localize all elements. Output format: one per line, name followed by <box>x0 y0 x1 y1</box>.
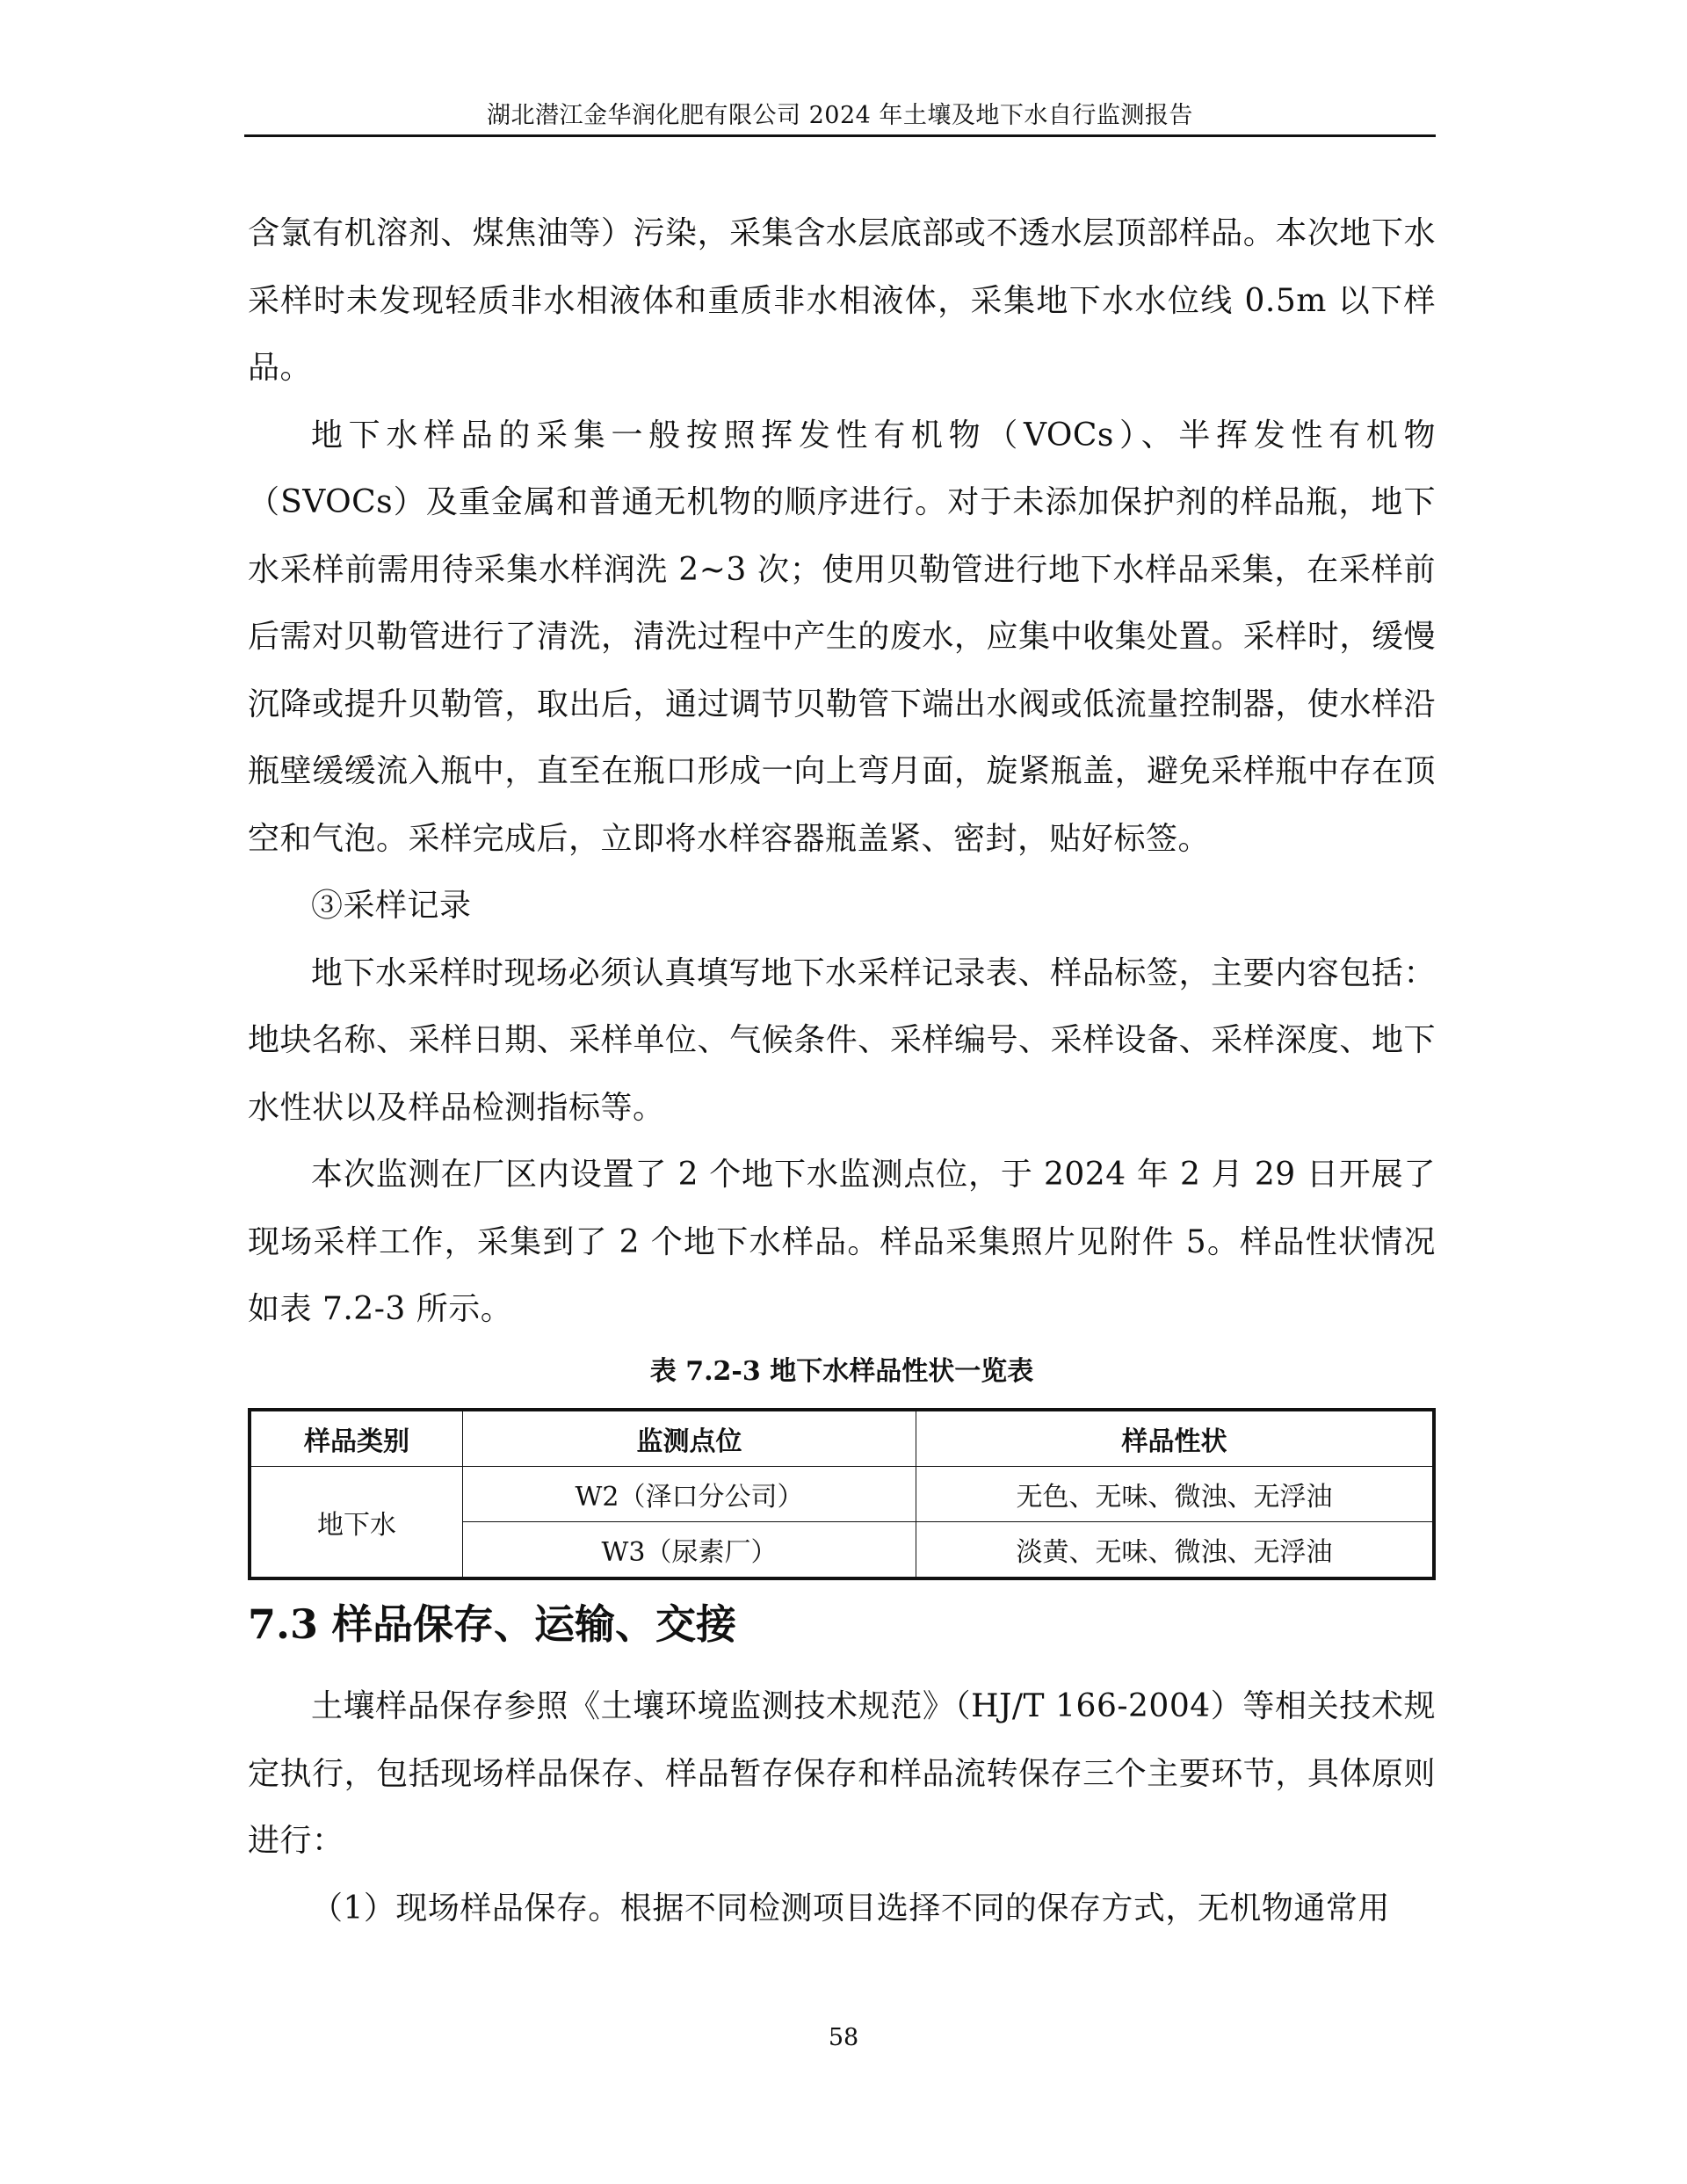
paragraph-record-requirements: 地下水采样时现场必须认真填写地下水采样记录表、样品标签，主要内容包括：地块名称、采样日期、采样单位、气候条件、采样编号、采样设备、采样深度、地下水性状以及样品检测指标等。 <box>248 954 1436 1126</box>
body-text-block <box>248 200 1436 1344</box>
header-monitoring-point: 监测点位 <box>463 1410 916 1467</box>
cell-point: W3（尿素厂） <box>463 1522 916 1579</box>
page-number: 58 <box>828 2024 859 2051</box>
paragraph-onsite-preservation: （1）现场样品保存。根据不同检测项目选择不同的保存方式，无机物通常用 <box>311 1890 1390 1926</box>
paragraph-continued: 含氯有机溶剂、煤焦油等）污染，采集含水层底部或不透水层顶部样品。本次地下水采样时未发现轻质非水相液体和重质非水相液体，采集地下水水位线 0.5m 以下样品。 <box>248 215 1436 386</box>
paragraph-sampling-order: 地下水样品的采集一般按照挥发性有机物（VOCs）、半挥发性有机物（SVOCs）及重金属和普通无机物的顺序进行。对于未添加保护剂的样品瓶，地下水采样前需用待采集水样润洗 2~3 次；使用贝勒管进行地下水样品采集，在采样前后需对贝勒管进行了清洗，清洗过程中产生的废水，应集中收集处置。采样时，缓慢沉降或提升贝勒管，取出后，通过调节贝勒管下端出水阀或低流量控制器，使水样沿瓶壁缓缓流入瓶中，直至在瓶口形成一向上弯月面，旋紧瓶盖，避免采样瓶中存在顶空和气泡。采样完成后，立即将水样容器瓶盖紧、密封，贴好标签。 <box>248 417 1436 857</box>
header-sample-property: 样品性状 <box>916 1410 1435 1467</box>
paragraph-soil-preservation: 土壤样品保存参照《土壤环境监测技术规范》（HJ/T 166-2004）等相关技术规定执行，包括现场样品保存、样品暂存保存和样品流转保存三个主要环节，具体原则进行： <box>248 1688 1436 1859</box>
groundwater-sample-properties-table <box>248 1408 1436 1580</box>
section-heading: 7.3 样品保存、运输、交接 <box>248 1600 737 1648</box>
cell-property: 无色、无味、微浊、无浮油 <box>916 1467 1435 1522</box>
table-caption: 表 7.2-3 地下水样品性状一览表 <box>649 1356 1034 1387</box>
cell-point: W2（泽口分公司） <box>463 1467 916 1522</box>
section-body-text <box>248 1673 1436 1942</box>
paragraph-monitoring-summary: 本次监测在厂区内设置了 2 个地下水监测点位，于 2024 年 2 月 29 日开展了现场采样工作，采集到了 2 个地下水样品。样品采集照片见附件 5。样品性状情况如表 7.2-3 所示。 <box>248 1157 1436 1327</box>
cell-property: 淡黄、无味、微浊、无浮油 <box>916 1522 1435 1579</box>
header-divider <box>244 134 1436 137</box>
table-header-row <box>250 1410 1434 1467</box>
cell-category: 地下水 <box>250 1467 463 1579</box>
header-sample-category: 样品类别 <box>250 1410 463 1467</box>
page-header-title: 湖北潜江金华润化肥有限公司 2024 年土壤及地下水自行监测报告 <box>487 102 1193 129</box>
subheading-sampling-record: ③采样记录 <box>311 888 472 924</box>
table-row <box>250 1467 1434 1522</box>
